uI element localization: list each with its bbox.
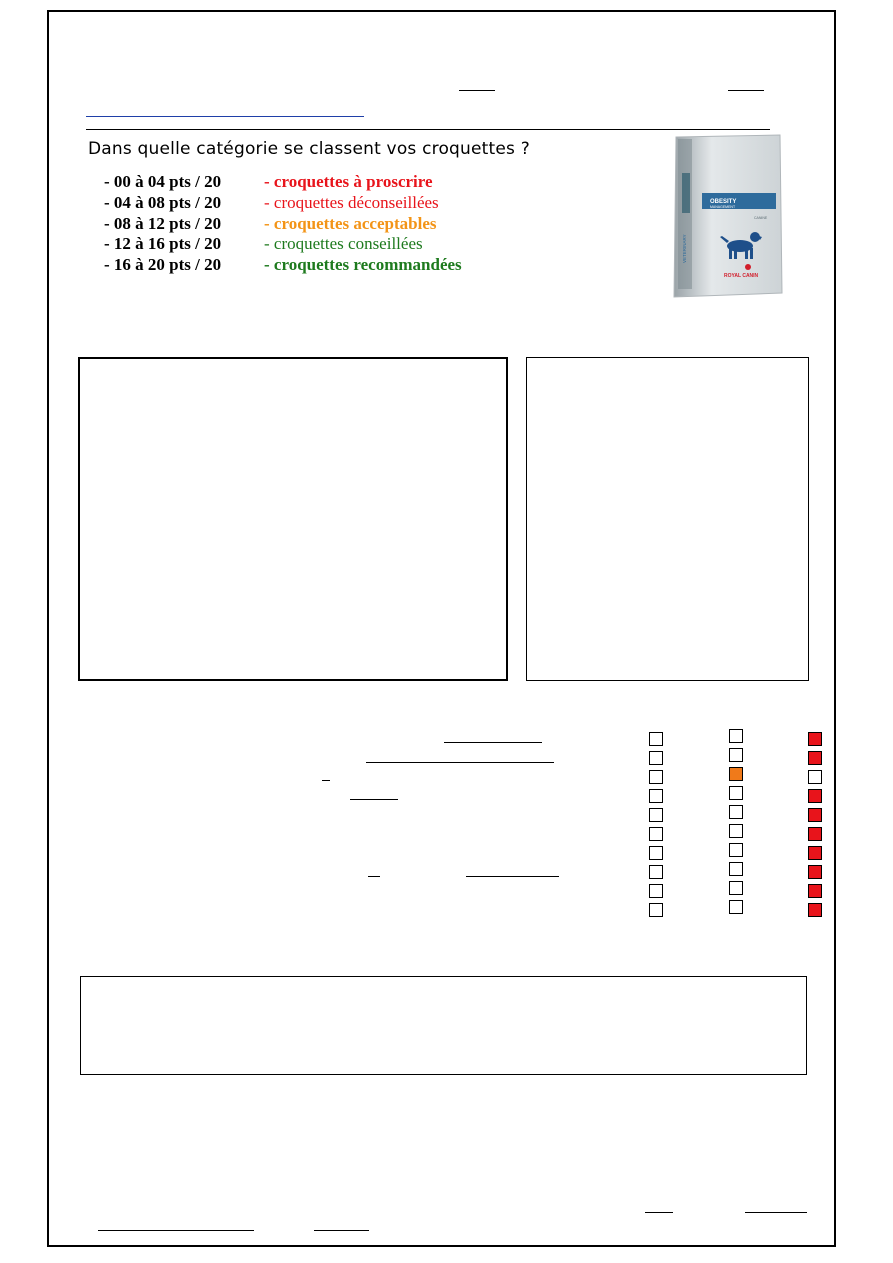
blank-field[interactable]: [645, 1212, 673, 1213]
blank-field[interactable]: [459, 90, 495, 91]
score-checkbox[interactable]: [729, 729, 743, 743]
score-checkbox[interactable]: [808, 808, 822, 822]
score-checkbox[interactable]: [808, 751, 822, 765]
scale-label: - croquettes acceptables: [264, 213, 437, 233]
product-bag-image: [668, 133, 784, 299]
scale-range: - 08 à 12 pts / 20: [104, 213, 222, 233]
score-checkbox[interactable]: [729, 805, 743, 819]
score-checkbox[interactable]: [649, 789, 663, 803]
right-content-box: [526, 357, 809, 681]
score-checkbox[interactable]: [729, 900, 743, 914]
blank-field[interactable]: [350, 799, 398, 800]
score-checkbox[interactable]: [729, 824, 743, 838]
product-name-text: OBESITY: [710, 199, 737, 205]
link-underline[interactable]: [86, 116, 364, 117]
scale-label: - croquettes conseillées: [264, 234, 423, 254]
score-checkbox[interactable]: [729, 843, 743, 857]
scale-range: - 04 à 08 pts / 20: [104, 192, 222, 212]
scale-row: [104, 234, 462, 255]
blank-field[interactable]: [98, 1230, 254, 1231]
scale-range: - 00 à 04 pts / 20: [104, 172, 222, 191]
score-checkbox[interactable]: [649, 808, 663, 822]
score-checkbox[interactable]: [649, 827, 663, 841]
blank-field[interactable]: [728, 90, 764, 91]
species-text: CANINE: [754, 216, 768, 220]
score-checkbox[interactable]: [808, 846, 822, 860]
score-checkbox[interactable]: [808, 789, 822, 803]
score-checkbox[interactable]: [808, 903, 822, 917]
scale-row: [104, 193, 462, 214]
blank-field[interactable]: [444, 742, 542, 743]
left-content-box: [78, 357, 508, 681]
score-checkbox[interactable]: [649, 865, 663, 879]
score-checkbox[interactable]: [808, 884, 822, 898]
question-heading: Dans quelle catégorie se classent vos croquettes ?: [88, 139, 530, 159]
score-checkbox[interactable]: [729, 862, 743, 876]
scale-row: [104, 172, 462, 193]
blank-field[interactable]: [314, 1230, 369, 1231]
score-checkbox[interactable]: [649, 846, 663, 860]
side-text: VETERINARY: [682, 234, 687, 263]
section-divider: [86, 129, 770, 130]
blank-field[interactable]: [366, 762, 554, 763]
blank-field[interactable]: [322, 780, 330, 781]
scale-range: - 16 à 20 pts / 20: [104, 255, 222, 275]
scale-label: - croquettes à proscrire: [264, 172, 433, 191]
blank-field[interactable]: [368, 876, 380, 877]
scale-label: - croquettes déconseillées: [264, 192, 439, 212]
scale-row: [104, 214, 462, 235]
score-checkbox[interactable]: [808, 732, 822, 746]
score-checkbox[interactable]: [649, 751, 663, 765]
score-checkbox[interactable]: [649, 884, 663, 898]
blank-field[interactable]: [745, 1212, 807, 1213]
score-scale-list: [104, 172, 462, 276]
product-sub-text: MANAGEMENT: [710, 205, 736, 209]
score-checkbox[interactable]: [808, 770, 822, 784]
score-checkbox[interactable]: [729, 748, 743, 762]
scale-range: - 12 à 16 pts / 20: [104, 234, 222, 254]
score-checkbox[interactable]: [649, 903, 663, 917]
score-checkbox[interactable]: [808, 865, 822, 879]
score-checkbox[interactable]: [808, 827, 822, 841]
scale-row: [104, 255, 462, 276]
score-checkbox[interactable]: [649, 732, 663, 746]
blank-field[interactable]: [466, 876, 559, 877]
scale-label: - croquettes recommandées: [264, 255, 462, 275]
score-checkbox[interactable]: [729, 881, 743, 895]
score-checkbox[interactable]: [729, 786, 743, 800]
brand-text: ROYAL CANIN: [724, 273, 759, 279]
score-checkbox[interactable]: [729, 767, 743, 781]
bottom-content-box: [80, 976, 807, 1075]
score-checkbox[interactable]: [649, 770, 663, 784]
